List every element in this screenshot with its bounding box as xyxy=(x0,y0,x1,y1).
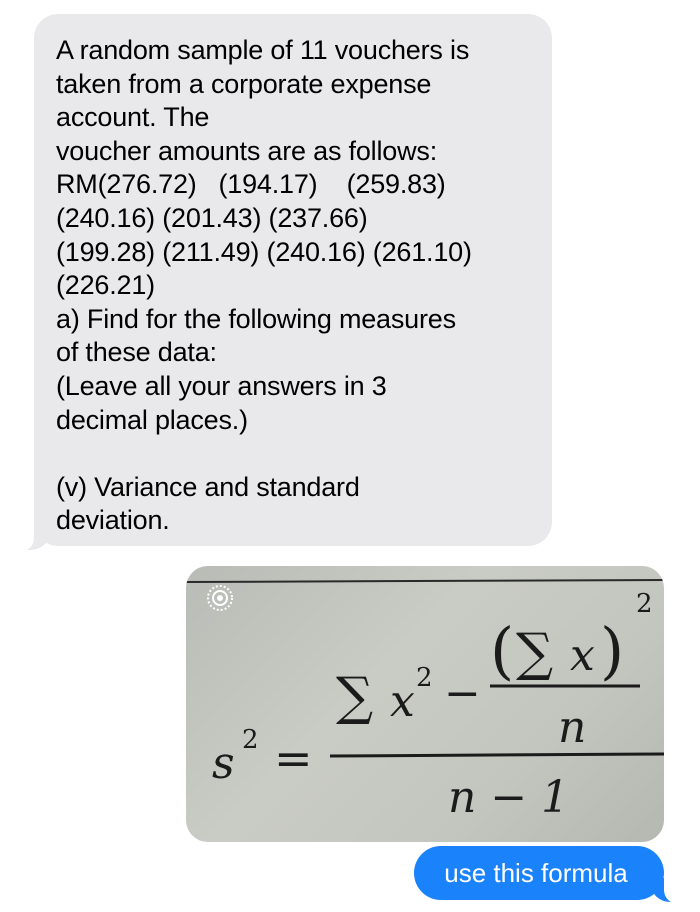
inner-denominator-n: n xyxy=(558,702,587,753)
message-line-blank xyxy=(56,437,530,471)
formula-photo[interactable] xyxy=(186,566,664,842)
message-line: account. The xyxy=(56,102,210,133)
close-paren: ) xyxy=(600,614,625,687)
x-exponent: 2 xyxy=(416,663,433,693)
message-line: taken from a corporate expense xyxy=(56,68,432,99)
outgoing-message-text: use this formula xyxy=(444,858,628,888)
message-line: A random sample of 11 vouchers is xyxy=(56,35,470,65)
equals-sign: = xyxy=(274,731,313,785)
outer-exponent: 2 xyxy=(636,589,653,619)
message-line: (240.16) (201.43) (237.66) xyxy=(56,202,368,233)
formula-svg xyxy=(186,566,664,842)
sigma-symbol: ∑ xyxy=(336,667,374,727)
main-fraction-bar xyxy=(330,754,664,756)
message-line: of these data: xyxy=(56,337,217,368)
lhs-variable: s xyxy=(212,738,235,789)
message-line: (v) Variance and standard xyxy=(56,471,360,502)
message-line: (199.28) (211.49) (240.16) (261.10) xyxy=(56,236,472,267)
message-line: RM(276.72) (194.17) (259.83) xyxy=(56,169,446,200)
message-line: (Leave all your answers in 3 xyxy=(56,370,387,401)
x-variable: x xyxy=(570,630,595,681)
outgoing-message-bubble[interactable] xyxy=(414,846,664,900)
message-line: deviation. xyxy=(56,505,170,536)
minus-sign: − xyxy=(444,668,481,719)
message-line: decimal places.) xyxy=(56,404,248,435)
page-rule-line xyxy=(186,580,664,582)
message-line: (226.21) xyxy=(56,270,155,301)
sigma-symbol: ∑ xyxy=(516,623,554,683)
denominator: n − 1 xyxy=(448,772,570,823)
live-photo-icon xyxy=(208,586,232,610)
x-variable: x xyxy=(390,676,415,727)
message-line: voucher amounts are as follows: xyxy=(56,135,437,166)
open-paren: ( xyxy=(490,614,515,687)
incoming-message-bubble[interactable] xyxy=(34,14,552,546)
message-line: a) Find for the following measures xyxy=(56,303,456,334)
lhs-exponent: 2 xyxy=(242,725,259,755)
